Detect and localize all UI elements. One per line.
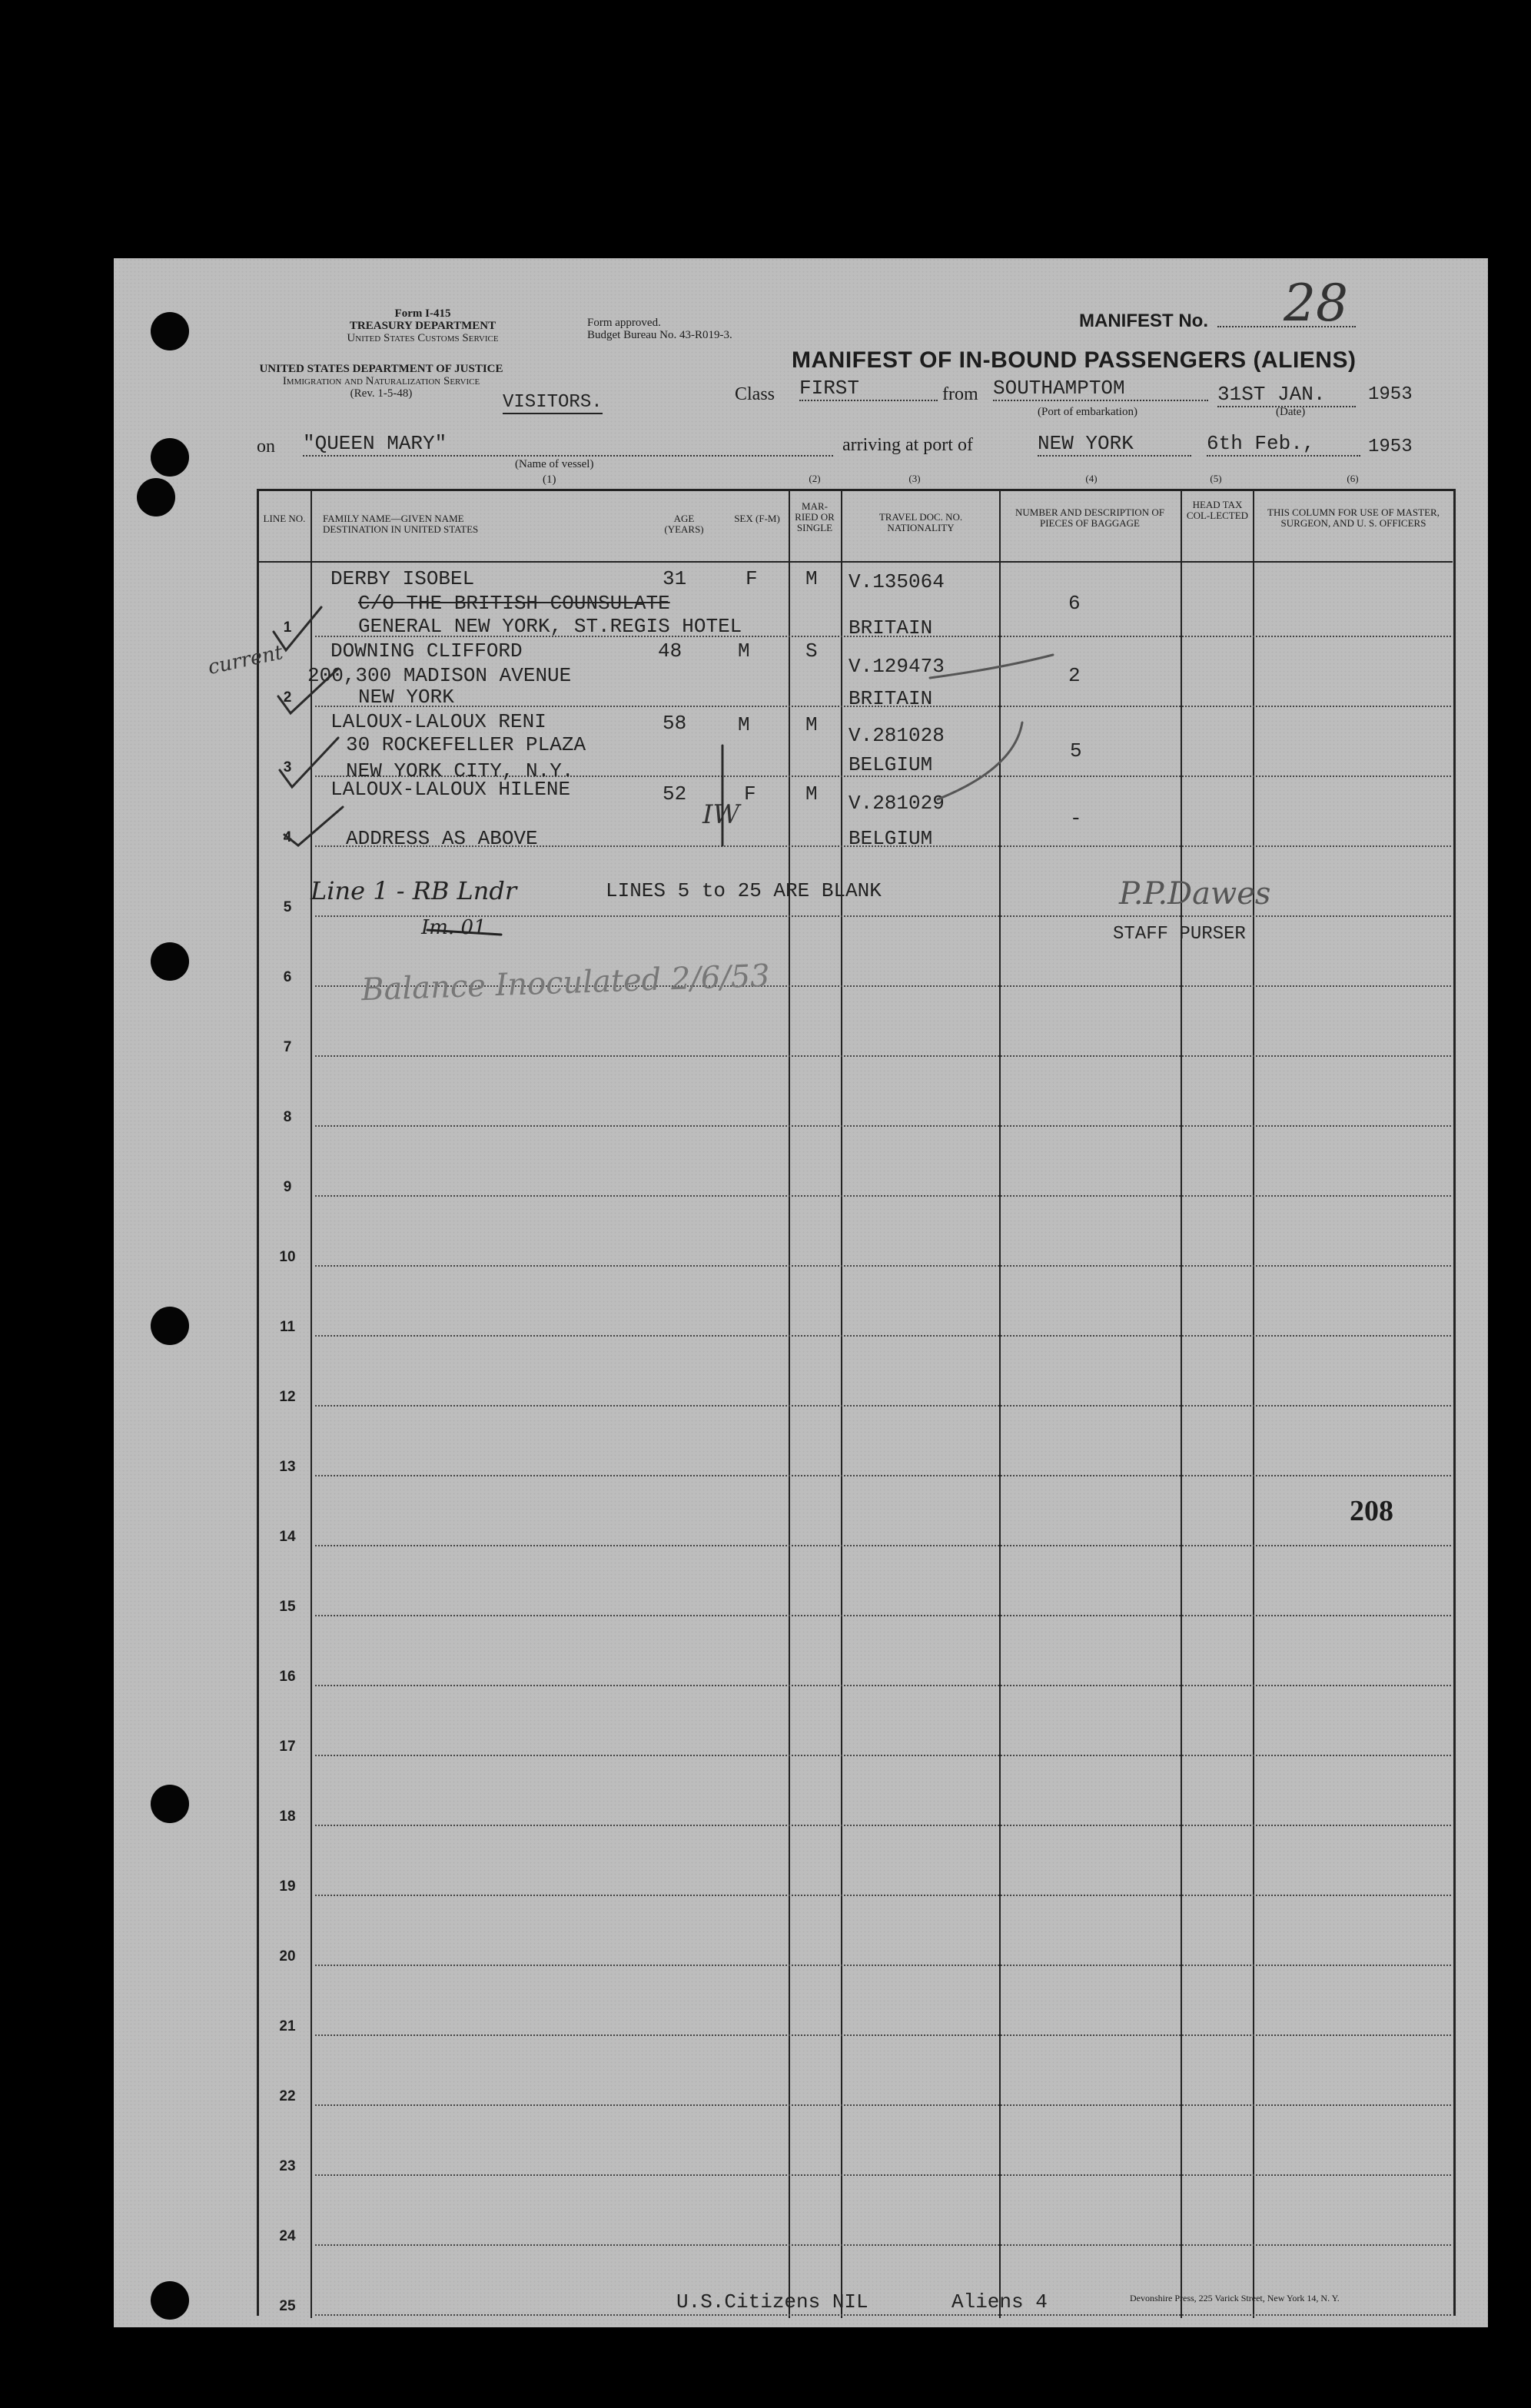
budget-bureau: Budget Bureau No. 43-R019-3.: [587, 329, 732, 341]
passenger-age: 52: [663, 782, 687, 805]
strike-stroke-icon: [427, 930, 501, 935]
passenger-nationality: BRITAIN: [849, 687, 933, 710]
passenger-sex: F: [744, 782, 756, 805]
visitors-label: VISITORS.: [503, 392, 603, 413]
column-4-number: (4): [1085, 473, 1098, 484]
line-number: 16: [279, 1669, 296, 1685]
line-number: 4: [283, 829, 292, 845]
year-2: 1953: [1368, 437, 1413, 457]
blank-lines-note: LINES 5 to 25 ARE BLANK: [606, 879, 882, 902]
passenger-sex: F: [746, 567, 758, 590]
passenger-destination: GENERAL NEW YORK, ST.REGIS HOTEL: [358, 615, 742, 638]
line-number: 23: [279, 2158, 296, 2174]
line-number: 7: [283, 1039, 292, 1055]
column-handwriting: IW: [702, 799, 740, 830]
passenger-destination: 30 ROCKEFELLER PLAZA: [346, 733, 586, 756]
col-header-baggage: NUMBER AND DESCRIPTION OF PIECES OF BAGGAGE: [1015, 507, 1164, 529]
from-value: SOUTHAMPTOM: [993, 377, 1208, 401]
passenger-marital-status: M: [805, 567, 818, 590]
vessel-caption: (Name of vessel): [515, 458, 594, 470]
port-caption: (Port of embarkation): [1038, 406, 1137, 418]
line-number: 21: [279, 2018, 296, 2034]
passenger-travel-doc: V.281029: [849, 792, 945, 815]
passenger-destination: C/O THE BRITISH COUNSULATE: [358, 592, 670, 615]
printer-imprint: Devonshire Press, 225 Varick Street, New York 14, N. Y.: [1130, 2293, 1340, 2303]
year-1: 1953: [1368, 384, 1413, 405]
passenger-baggage: 2: [1068, 664, 1081, 687]
line-number: 19: [279, 1878, 296, 1895]
line-number: 2: [283, 689, 292, 706]
revision: (Rev. 1-5-48): [350, 387, 413, 400]
line-6-handwriting: Balance Inoculated 2/6/53: [360, 958, 771, 1008]
from-label: from: [942, 384, 978, 404]
arrival-date: 6th Feb.,: [1207, 432, 1360, 457]
col-header-line-no: LINE NO.: [263, 513, 306, 524]
passenger-travel-doc: V.135064: [849, 570, 945, 593]
passenger-nationality: BELGIUM: [849, 753, 933, 776]
line-number: 20: [279, 1948, 296, 1965]
line-number: 18: [279, 1808, 296, 1825]
column-2-number: (2): [809, 473, 821, 484]
passenger-destination: NEW YORK: [358, 686, 454, 709]
justice-department: UNITED STATES DEPARTMENT OF JUSTICE: [259, 363, 503, 375]
line-number: 8: [283, 1109, 292, 1125]
line-number: 24: [279, 2228, 296, 2244]
class-value: FIRST: [799, 377, 938, 401]
margin-handwriting: current: [205, 641, 285, 679]
date-caption: (Date): [1276, 406, 1306, 418]
passenger-destination: ADDRESS AS ABOVE: [346, 827, 538, 850]
passenger-nationality: BRITAIN: [849, 616, 933, 639]
staff-purser-label: STAFF PURSER: [1113, 924, 1246, 945]
column-6-number: (6): [1347, 473, 1359, 484]
line-number: 17: [279, 1739, 296, 1755]
col-header-officers: THIS COLUMN FOR USE OF MASTER, SURGEON, AND U. S. OFFICERS: [1267, 507, 1440, 529]
line-number: 3: [283, 759, 292, 776]
col-header-age: AGE (YEARS): [664, 513, 704, 535]
line-number: 1: [283, 619, 292, 636]
passenger-marital-status: S: [805, 639, 818, 663]
line-number: 11: [279, 1319, 296, 1335]
arrival-port: NEW YORK: [1038, 432, 1191, 457]
col-header-travel-doc: TRAVEL DOC. NO. NATIONALITY: [878, 511, 963, 533]
check-mark-icon: [280, 738, 338, 787]
line-number: 15: [279, 1599, 296, 1615]
passenger-name: LALOUX-LALOUX RENI: [330, 710, 546, 733]
aliens-count: Aliens 4: [951, 2290, 1048, 2313]
passenger-name: DERBY ISOBEL: [330, 567, 475, 590]
column-1-number: (1): [543, 473, 556, 486]
passenger-marital-status: M: [805, 713, 818, 736]
vessel-name: "QUEEN MARY": [303, 432, 833, 457]
line-number: 13: [279, 1459, 296, 1475]
passenger-sex: M: [738, 639, 750, 663]
column-3-number: (3): [908, 473, 921, 484]
line-number: 5: [283, 899, 292, 915]
passenger-baggage: -: [1070, 807, 1082, 830]
arriving-label: arriving at port of: [842, 435, 973, 455]
line-number: 22: [279, 2088, 296, 2104]
line-5-handwriting: Line 1 - RB Lndr: [311, 876, 517, 905]
line-number: 12: [279, 1389, 296, 1405]
stamp-number: 208: [1350, 1495, 1393, 1527]
passenger-marital-status: M: [805, 782, 818, 805]
line-number: 6: [283, 969, 292, 985]
purser-signature: P.P.Dawes: [1119, 876, 1271, 912]
passenger-sex: M: [738, 713, 750, 736]
line-number: 25: [279, 2298, 296, 2314]
passenger-travel-doc: V.281028: [849, 724, 945, 747]
passenger-travel-doc: V.129473: [849, 655, 945, 678]
col-header-name: FAMILY NAME—GIVEN NAME DESTINATION IN UNITED STATES: [323, 513, 479, 535]
line-number: 14: [279, 1529, 296, 1545]
passenger-destination: NEW YORK CITY, N.Y.: [346, 759, 574, 782]
line-5-handwriting-2: Im. 01: [421, 916, 487, 939]
passenger-baggage: 6: [1068, 592, 1081, 615]
date-value: 31ST JAN.: [1217, 383, 1356, 407]
pen-stroke-icon: [930, 655, 1053, 678]
check-mark-icon: [278, 669, 338, 713]
passenger-nationality: BELGIUM: [849, 827, 933, 850]
passenger-destination: 200,300 MADISON AVENUE: [307, 664, 572, 687]
line-number: 9: [283, 1179, 292, 1195]
pen-stroke-icon: [938, 722, 1022, 799]
col-header-head-tax: HEAD TAX COL-LECTED: [1186, 499, 1249, 521]
customs-service: United States Customs Service: [347, 332, 499, 344]
manifest-no-value: 28: [1284, 274, 1348, 333]
us-citizens-count: U.S.Citizens NIL: [676, 2290, 868, 2313]
col-header-sex: SEX (F-M): [734, 513, 780, 524]
line-number: 10: [279, 1249, 296, 1265]
treasury-department: TREASURY DEPARTMENT: [349, 320, 496, 332]
class-label: Class: [735, 384, 775, 404]
on-label: on: [257, 437, 275, 457]
passenger-age: 48: [658, 639, 682, 663]
immigration-service: Immigration and Naturalization Service: [282, 375, 480, 387]
passenger-age: 58: [663, 712, 687, 735]
manifest-title: MANIFEST OF IN-BOUND PASSENGERS (ALIENS): [792, 347, 1357, 373]
passenger-baggage: 5: [1070, 739, 1082, 762]
col-header-married: MAR-RIED OR SINGLE: [795, 500, 835, 533]
check-mark-icon: [274, 607, 321, 650]
passenger-name: LALOUX-LALOUX HILENE: [330, 778, 571, 801]
form-approved: Form approved.: [587, 317, 661, 329]
check-mark-icon: [284, 807, 343, 845]
passenger-age: 31: [663, 567, 687, 590]
passenger-name: DOWNING CLIFFORD: [330, 639, 523, 663]
form-id: Form I-415: [394, 307, 451, 320]
column-5-number: (5): [1210, 473, 1222, 484]
manifest-no-label: MANIFEST No.: [1079, 311, 1208, 331]
